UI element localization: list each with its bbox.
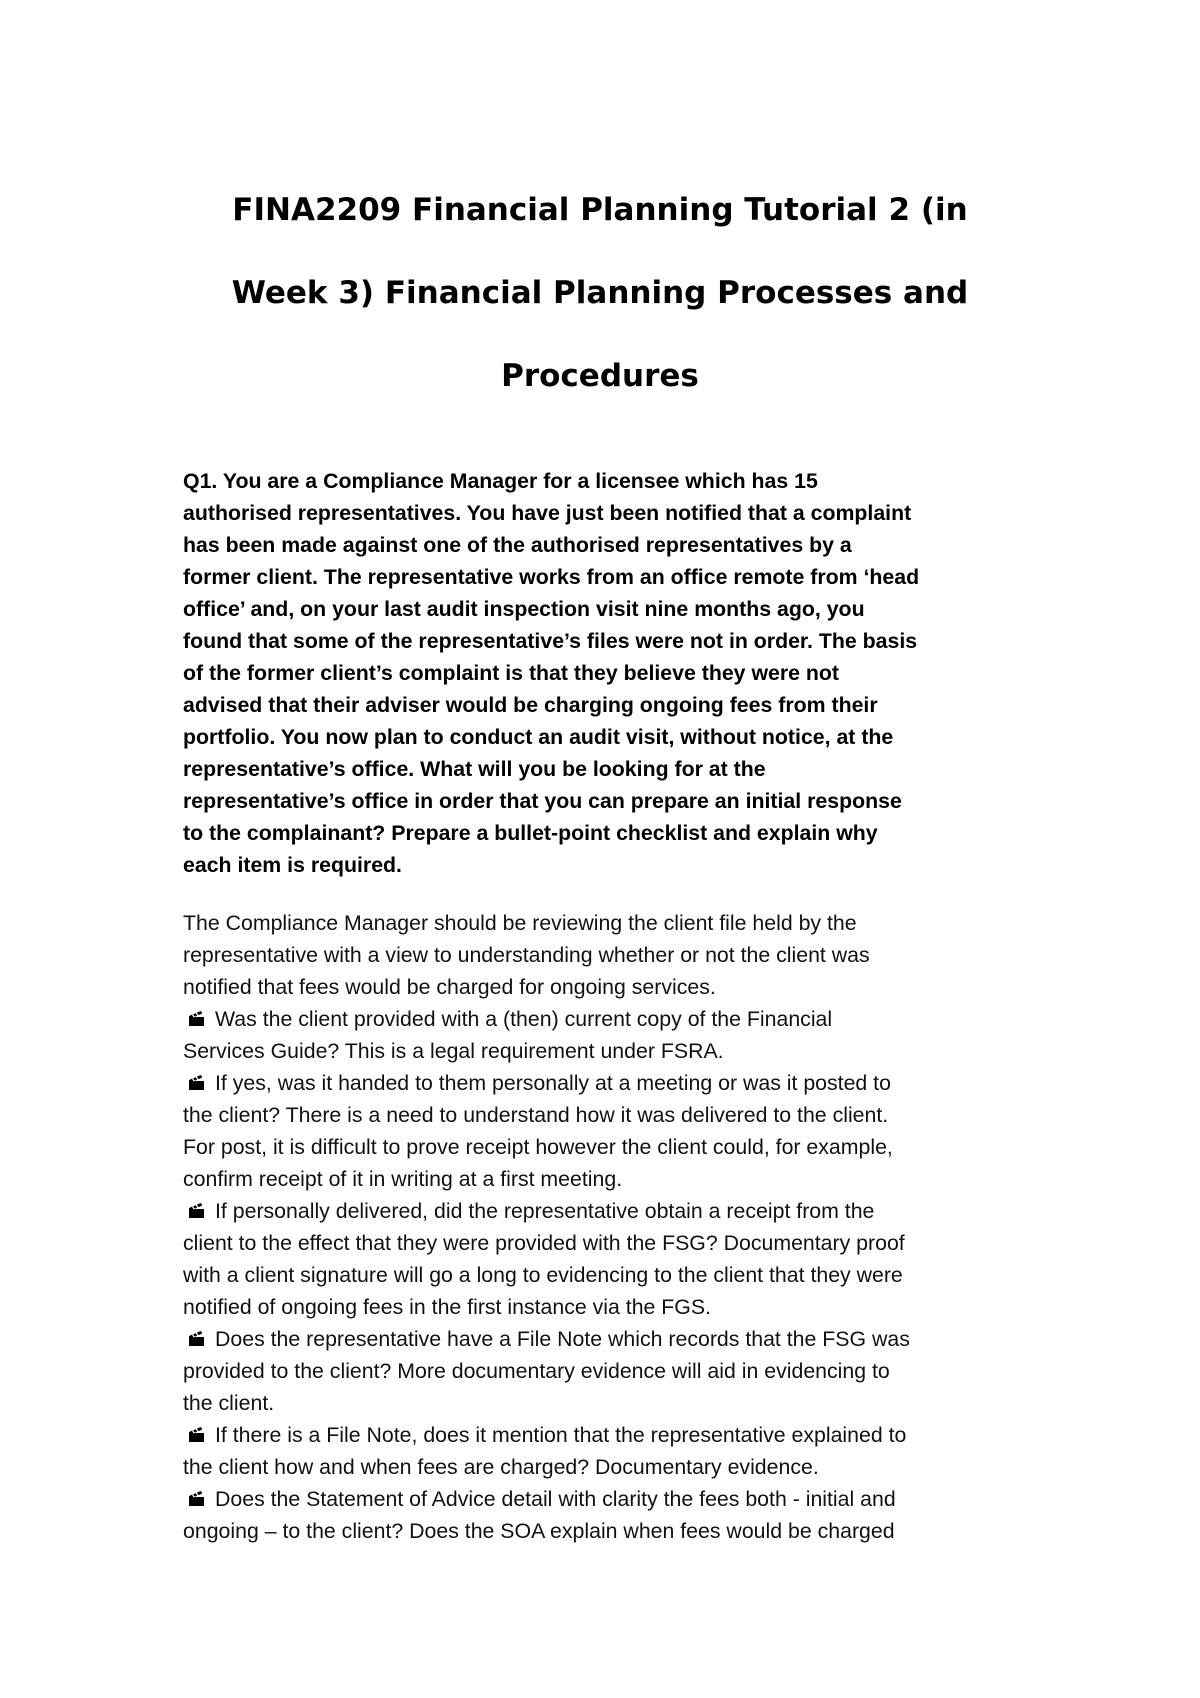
clapperboard-icon [183, 1328, 207, 1348]
checklist-item-line [183, 1483, 1043, 1515]
checklist-item-line [183, 1067, 1043, 1099]
answer-line [183, 1451, 1043, 1483]
answer-line-text: with a client signature will go a long to evidencing to the client that they were [183, 1263, 903, 1287]
question-line: each item is required. [183, 853, 402, 877]
document-title [100, 190, 1100, 439]
answer-line-text: confirm receipt of it in writing at a first meeting. [183, 1167, 623, 1191]
checklist-item-line [183, 1195, 1043, 1227]
answer-text [183, 907, 1043, 1547]
question-line: authorised representatives. You have just been notified that a complaint [183, 501, 912, 525]
checklist-item-line [183, 1419, 1043, 1451]
answer-line [183, 1355, 1043, 1387]
answer-line [183, 971, 1043, 1003]
question-line: found that some of the representative’s files were not in order. The basis [183, 629, 918, 653]
answer-line-text: notified that fees would be charged for ongoing services. [183, 975, 716, 999]
answer-line [183, 1291, 1043, 1323]
question-line: portfolio. You now plan to conduct an audit visit, without notice, at the [183, 725, 894, 749]
question-line: office’ and, on your last audit inspection visit nine months ago, you [183, 597, 865, 621]
answer-line [183, 1099, 1043, 1131]
clapperboard-icon [183, 1008, 207, 1028]
answer-line [183, 1259, 1043, 1291]
answer-line-text: Does the Statement of Advice detail with clarity the fees both - initial and [215, 1487, 896, 1511]
answer-line [183, 1163, 1043, 1195]
question-text [183, 465, 1043, 881]
answer-line [183, 1131, 1043, 1163]
checklist-item-line [183, 1323, 1043, 1355]
answer-line [183, 1515, 1043, 1547]
answer-line-text: Does the representative have a File Note which records that the FSG was [215, 1327, 910, 1351]
answer-line-text: the client. [183, 1391, 275, 1415]
question-line: Q1. You are a Compliance Manager for a licensee which has 15 [183, 469, 818, 493]
clapperboard-icon [183, 1424, 207, 1444]
answer-line-text: The Compliance Manager should be reviewing the client file held by the [183, 911, 857, 935]
title-line: FINA2209 Financial Planning Tutorial 2 (in [232, 192, 968, 228]
answer-line [183, 1035, 1043, 1067]
answer-line-text: provided to the client? More documentary evidence will aid in evidencing to [183, 1359, 890, 1383]
question-line: advised that their adviser would be charging ongoing fees from their [183, 693, 878, 717]
answer-line-text: If there is a File Note, does it mention that the representative explained to [215, 1423, 907, 1447]
answer-line-text: representative with a view to understanding whether or not the client was [183, 943, 870, 967]
answer-line [183, 907, 1043, 939]
question-line: former client. The representative works from an office remote from ‘head [183, 565, 920, 589]
answer-line-text: If personally delivered, did the representative obtain a receipt from the [215, 1199, 875, 1223]
clapperboard-icon [183, 1488, 207, 1508]
title-line: Week 3) Financial Planning Processes and [231, 275, 969, 311]
answer-line-text: client to the effect that they were provided with the FSG? Documentary proof [183, 1231, 905, 1255]
answer-line [183, 1227, 1043, 1259]
answer-line-text: the client? There is a need to understand how it was delivered to the client. [183, 1103, 889, 1127]
clapperboard-icon [183, 1072, 207, 1092]
question-line: representative’s office. What will you be looking for at the [183, 757, 766, 781]
question-line: representative’s office in order that you can prepare an initial response [183, 789, 902, 813]
answer-line [183, 939, 1043, 971]
answer-line-text: Services Guide? This is a legal requirement under FSRA. [183, 1039, 724, 1063]
answer-line-text: notified of ongoing fees in the first instance via the FGS. [183, 1295, 711, 1319]
question-line: to the complainant? Prepare a bullet-point checklist and explain why [183, 821, 878, 845]
question-line: has been made against one of the authorised representatives by a [183, 533, 852, 557]
title-line: Procedures [501, 358, 699, 394]
checklist-item-line [183, 1003, 1043, 1035]
answer-line-text: ongoing – to the client? Does the SOA explain when fees would be charged [183, 1519, 895, 1543]
answer-line-text: For post, it is difficult to prove receipt however the client could, for example, [183, 1135, 893, 1159]
answer-line-text: the client how and when fees are charged? Documentary evidence. [183, 1455, 819, 1479]
question-line: of the former client’s complaint is that they believe they were not [183, 661, 840, 685]
clapperboard-icon [183, 1200, 207, 1220]
answer-line [183, 1387, 1043, 1419]
answer-line-text: Was the client provided with a (then) current copy of the Financial [215, 1007, 833, 1031]
answer-line-text: If yes, was it handed to them personally at a meeting or was it posted to [215, 1071, 891, 1095]
